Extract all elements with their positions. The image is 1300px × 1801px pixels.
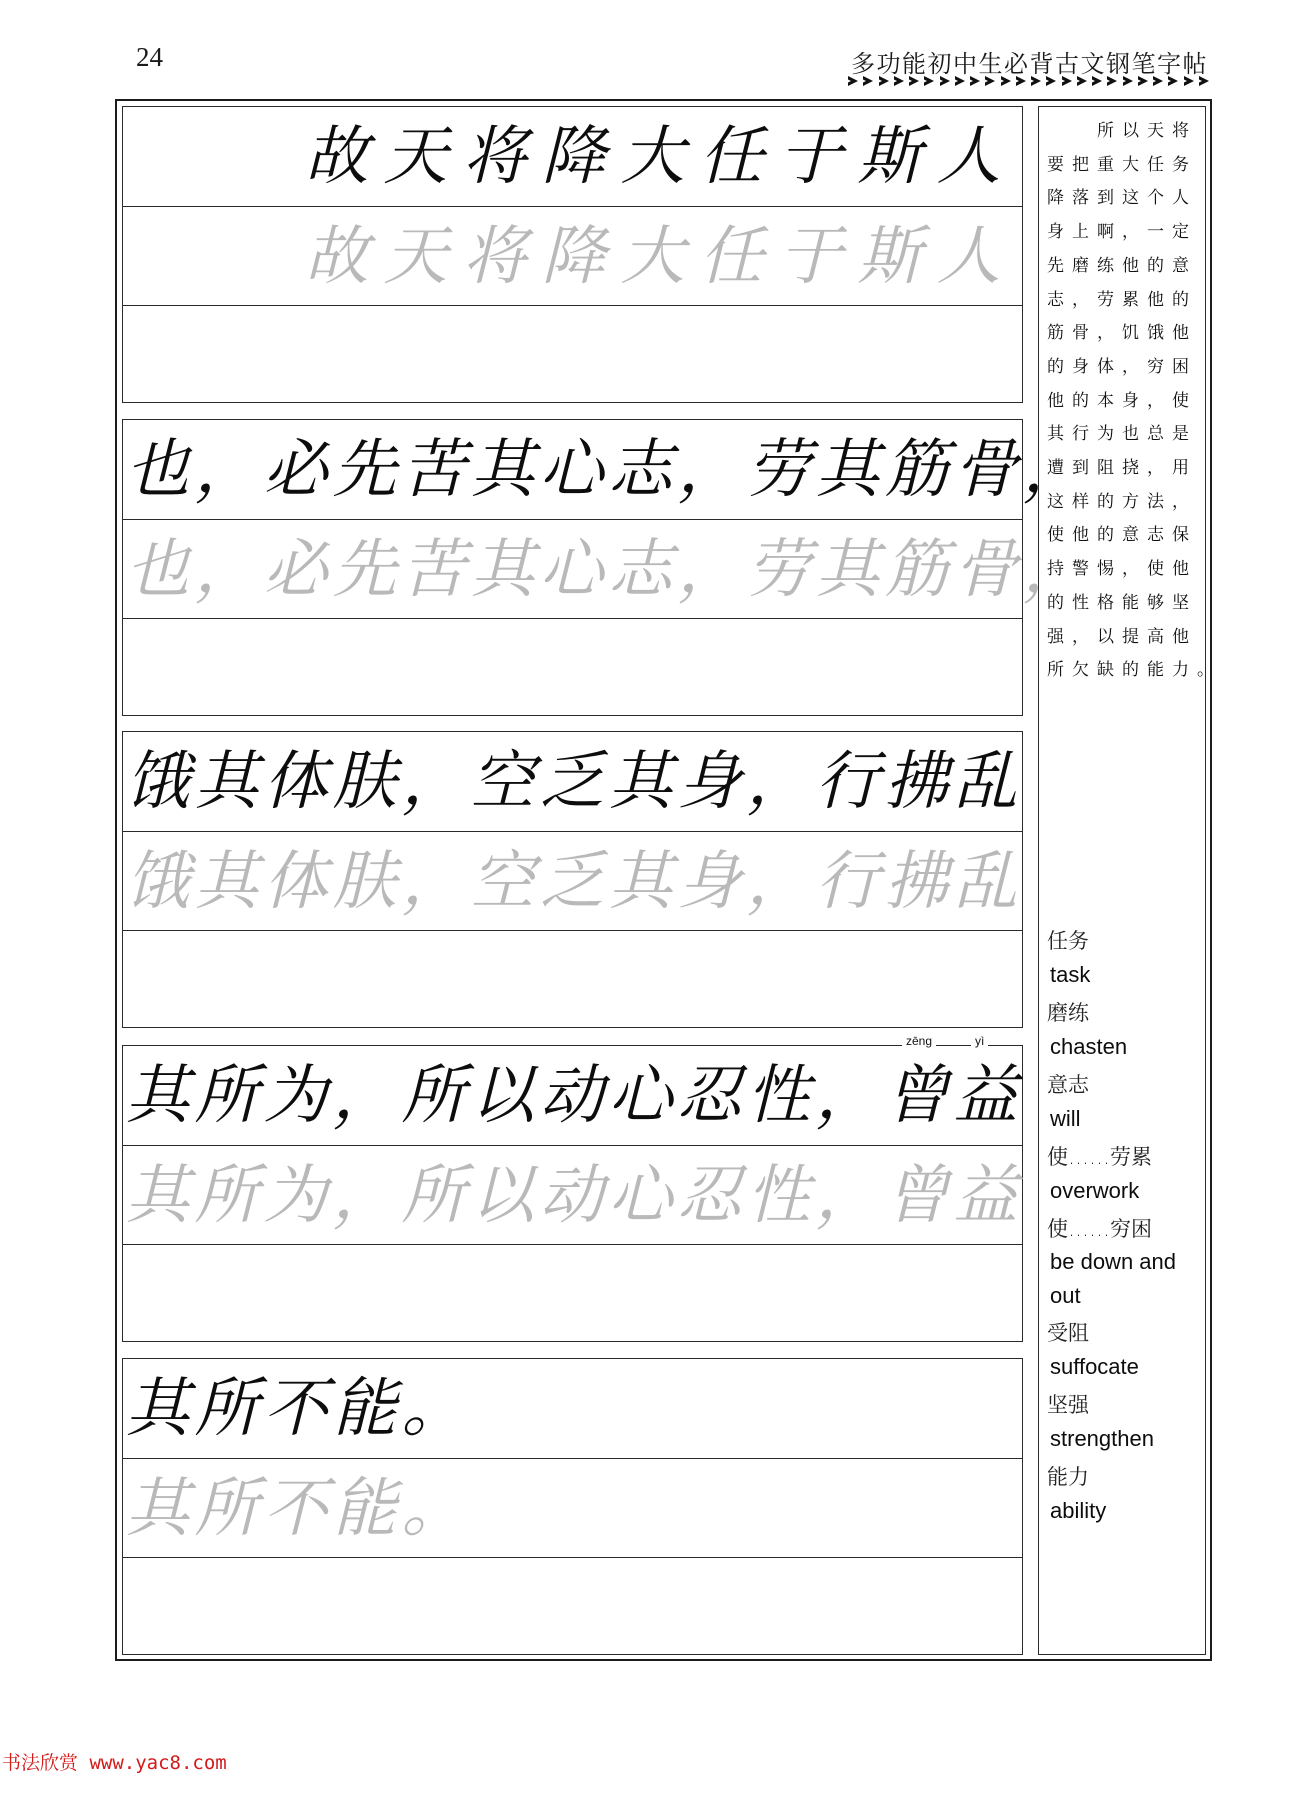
calligraphy-char: 先 — [332, 533, 397, 607]
chevron-right-icon — [1031, 76, 1042, 87]
trace-calligraphy — [123, 842, 1020, 922]
calligraphy-char: 其 — [815, 433, 880, 507]
translation-line: 遭到阻挠，用 — [1047, 458, 1197, 479]
calligraphy-char: 乱 — [953, 845, 1018, 919]
calligraphy-char: 也 — [125, 433, 190, 507]
calligraphy-char: 心 — [608, 1059, 673, 1133]
calligraphy-char: 其 — [470, 533, 535, 607]
calligraphy-char: 苦 — [401, 533, 466, 607]
calligraphy-char: 身 — [677, 745, 742, 819]
blank-writing-row[interactable] — [123, 930, 1022, 1029]
translation-line: 持警惕，使他 — [1047, 559, 1197, 580]
translation-line: 降落到这个人 — [1047, 188, 1197, 209]
chevron-right-icon — [1199, 76, 1210, 87]
calligraphy-char: 任 — [699, 120, 764, 194]
vocab-item — [1047, 1069, 1202, 1137]
practice-block — [122, 419, 1087, 716]
chevron-right-icon — [970, 76, 981, 87]
trace-row — [123, 519, 1087, 618]
calligraphy-char: 其 — [125, 1472, 190, 1546]
calligraphy-char: ， — [401, 845, 466, 919]
calligraphy-char: 曾 — [884, 1159, 949, 1233]
chevron-right-icon — [894, 76, 905, 87]
calligraphy-char: 志 — [608, 433, 673, 507]
calligraphy-char: 人 — [936, 120, 1001, 194]
calligraphy-char: 人 — [936, 220, 1001, 294]
calligraphy-char: 筋 — [884, 533, 949, 607]
vocabulary-list — [1047, 925, 1202, 1533]
translation-line: 其行为也总是 — [1047, 424, 1197, 445]
vocab-english: overwork — [1050, 1178, 1140, 1203]
page-number: 24 — [136, 42, 163, 72]
vocab-chinese: 任务 — [1047, 929, 1089, 953]
calligraphy-char: 所 — [194, 1372, 259, 1446]
vocab-chinese: 意志 — [1047, 1073, 1089, 1097]
calligraphy-char: ， — [815, 1159, 880, 1233]
calligraphy-char: 曾 — [884, 1059, 949, 1133]
calligraphy-char: 天 — [383, 220, 448, 294]
calligraphy-char: ， — [746, 845, 811, 919]
trace-calligraphy — [123, 530, 1089, 610]
calligraphy-char: 志 — [608, 533, 673, 607]
calligraphy-char: 其 — [608, 845, 673, 919]
trace-calligraphy — [123, 1469, 468, 1549]
vocab-english: chasten — [1050, 1034, 1128, 1059]
calligraphy-char: 体 — [263, 745, 328, 819]
calligraphy-char: 降 — [541, 120, 606, 194]
model-row — [123, 1034, 1022, 1144]
calligraphy-char: 故 — [304, 220, 369, 294]
calligraphy-char: 其 — [125, 1159, 190, 1233]
model-row — [123, 1359, 1022, 1457]
vocab-item — [1047, 997, 1202, 1065]
calligraphy-char: 能 — [332, 1372, 397, 1446]
calligraphy-char: 为 — [263, 1059, 328, 1133]
calligraphy-char: 肤 — [332, 845, 397, 919]
chevron-right-icon — [1138, 76, 1149, 87]
calligraphy-char: ， — [677, 433, 742, 507]
calligraphy-char: 性 — [746, 1059, 811, 1133]
calligraphy-char: 斯 — [857, 220, 922, 294]
calligraphy-char: 为 — [263, 1159, 328, 1233]
calligraphy-char: 乏 — [539, 745, 604, 819]
side-panel — [1038, 106, 1222, 1655]
calligraphy-char: 所 — [194, 1472, 259, 1546]
calligraphy-char: 于 — [778, 220, 843, 294]
calligraphy-char: 性 — [746, 1159, 811, 1233]
calligraphy-char: 所 — [401, 1159, 466, 1233]
calligraphy-char: 其 — [194, 845, 259, 919]
calligraphy-char: 益 — [953, 1159, 1018, 1233]
calligraphy-char: ， — [1022, 533, 1087, 607]
chevron-right-icon — [924, 76, 935, 87]
model-row — [123, 107, 1022, 205]
calligraphy-char: ， — [1022, 433, 1087, 507]
practice-block — [122, 106, 1023, 403]
chevron-right-icon — [1168, 76, 1179, 87]
blank-writing-row[interactable] — [123, 1244, 1022, 1343]
calligraphy-char: 其 — [470, 433, 535, 507]
chevron-right-icon — [1062, 76, 1073, 87]
model-row — [123, 732, 1022, 830]
translation-line: 所以天将 — [1047, 121, 1197, 141]
chevron-right-icon — [1153, 76, 1164, 87]
calligraphy-char: 动 — [539, 1059, 604, 1133]
model-row — [123, 420, 1087, 518]
calligraphy-char: ， — [332, 1059, 397, 1133]
vocab-chinese: 使……穷困 — [1047, 1217, 1152, 1241]
model-calligraphy — [123, 430, 1089, 510]
translation-line: 的身体，穷困 — [1047, 356, 1197, 377]
chevron-right-icon — [863, 76, 874, 87]
vocab-english: be down and out — [1050, 1249, 1176, 1308]
calligraphy-char: ， — [194, 533, 259, 607]
watermark: 书法欣赏 www.yac8.com — [2, 1752, 227, 1774]
calligraphy-char: 其 — [125, 1372, 190, 1446]
calligraphy-char: 动 — [539, 1159, 604, 1233]
calligraphy-char: ， — [815, 1059, 880, 1133]
chevron-right-icon — [848, 76, 859, 87]
calligraphy-char: 其 — [125, 1059, 190, 1133]
model-calligraphy — [123, 742, 1020, 822]
calligraphy-char: 故 — [304, 120, 369, 194]
calligraphy-char: 将 — [462, 220, 527, 294]
calligraphy-char: 劳 — [746, 433, 811, 507]
translation-line: 要把重大任务 — [1047, 154, 1197, 175]
calligraphy-char: 忍 — [677, 1059, 742, 1133]
calligraphy-char: 任 — [699, 220, 764, 294]
vocab-english: will — [1050, 1106, 1081, 1131]
calligraphy-char: ， — [401, 745, 466, 819]
translation-line: 使他的意志保 — [1047, 525, 1197, 546]
trace-row — [123, 1458, 1022, 1557]
calligraphy-char: 身 — [677, 845, 742, 919]
calligraphy-char: 不 — [263, 1472, 328, 1546]
chevron-right-icon — [1077, 76, 1088, 87]
calligraphy-char: 饿 — [125, 845, 190, 919]
calligraphy-char: 骨 — [953, 433, 1018, 507]
vocab-chinese: 使……劳累 — [1047, 1145, 1152, 1169]
calligraphy-char: ， — [677, 533, 742, 607]
chevron-right-icon — [1016, 76, 1027, 87]
calligraphy-char: 必 — [263, 433, 328, 507]
calligraphy-char: 心 — [539, 533, 604, 607]
vocab-chinese: 能力 — [1047, 1465, 1089, 1489]
calligraphy-char: 空 — [470, 745, 535, 819]
blank-writing-row[interactable] — [123, 618, 1022, 717]
calligraphy-char: 骨 — [953, 533, 1018, 607]
calligraphy-char: 必 — [263, 533, 328, 607]
calligraphy-char: 拂 — [884, 745, 949, 819]
chevron-right-icon — [1046, 76, 1057, 87]
calligraphy-char: 先 — [332, 433, 397, 507]
vocab-chinese: 磨练 — [1047, 1001, 1089, 1025]
chevron-right-icon — [1123, 76, 1134, 87]
vocab-english: task — [1050, 962, 1091, 987]
chevron-right-icon — [1184, 76, 1195, 87]
model-calligraphy — [123, 1369, 468, 1449]
vocab-item — [1047, 1141, 1202, 1209]
vocab-item — [1047, 1389, 1202, 1457]
calligraphy-char: 将 — [462, 120, 527, 194]
chevron-right-icon — [879, 76, 890, 87]
calligraphy-char: 能 — [332, 1472, 397, 1546]
calligraphy-char: 拂 — [884, 845, 949, 919]
chevron-right-icon — [1107, 76, 1118, 87]
calligraphy-char: 于 — [778, 120, 843, 194]
trace-calligraphy — [297, 217, 1008, 297]
calligraphy-char: 以 — [470, 1159, 535, 1233]
vocab-english: ability — [1050, 1498, 1107, 1523]
calligraphy-char: 乱 — [953, 745, 1018, 819]
calligraphy-char: 大 — [620, 120, 685, 194]
calligraphy-char: 不 — [263, 1372, 328, 1446]
calligraphy-char: 。 — [401, 1372, 466, 1446]
chevron-right-icon — [1001, 76, 1012, 87]
calligraphy-char: 忍 — [677, 1159, 742, 1233]
vocab-item — [1047, 1461, 1202, 1529]
vocab-chinese: 受阻 — [1047, 1321, 1089, 1345]
calligraphy-char: 所 — [194, 1159, 259, 1233]
translation-line: 所欠缺的能力。 — [1047, 660, 1222, 681]
calligraphy-char: 所 — [401, 1059, 466, 1133]
trace-calligraphy — [123, 1156, 1020, 1236]
trace-row — [123, 831, 1022, 930]
calligraphy-char: 筋 — [884, 433, 949, 507]
pinyin-annotation: yì — [971, 1034, 988, 1048]
calligraphy-char: 劳 — [746, 533, 811, 607]
vocab-chinese: 坚强 — [1047, 1393, 1089, 1417]
vocab-item — [1047, 1213, 1202, 1313]
calligraphy-char: 益 — [953, 1059, 1018, 1133]
blank-writing-row[interactable] — [123, 1557, 1022, 1656]
calligraphy-char: ， — [332, 1159, 397, 1233]
chevron-right-icon — [940, 76, 951, 87]
calligraphy-char: 天 — [383, 120, 448, 194]
calligraphy-char: 体 — [263, 845, 328, 919]
chevron-right-icon — [909, 76, 920, 87]
practice-block — [122, 1034, 1023, 1342]
calligraphy-char: 其 — [815, 533, 880, 607]
book-title: 多功能初中生必背古文钢笔字帖 — [851, 50, 1208, 78]
copybook-frame — [115, 99, 1222, 1661]
model-calligraphy — [297, 117, 1008, 197]
calligraphy-char: 行 — [815, 745, 880, 819]
calligraphy-char: 空 — [470, 845, 535, 919]
pinyin-annotation: zēng — [902, 1034, 936, 1048]
practice-block — [122, 731, 1023, 1028]
translation-line: 强，以提高他 — [1047, 626, 1197, 647]
chevron-right-icon — [955, 76, 966, 87]
vocab-item — [1047, 925, 1202, 993]
translation-line: 先磨练他的意 — [1047, 255, 1197, 276]
calligraphy-char: 苦 — [401, 433, 466, 507]
vocab-item — [1047, 1317, 1202, 1385]
calligraphy-char: 行 — [815, 845, 880, 919]
calligraphy-char: 其 — [194, 745, 259, 819]
calligraphy-char: 以 — [470, 1059, 535, 1133]
calligraphy-char: 降 — [541, 220, 606, 294]
calligraphy-char: 。 — [401, 1472, 466, 1546]
calligraphy-char: 心 — [539, 433, 604, 507]
translation-line: 这样的方法， — [1047, 491, 1197, 512]
translation-line: 他的本身，使 — [1047, 390, 1197, 411]
chevron-right-icon — [1092, 76, 1103, 87]
calligraphy-char: 乏 — [539, 845, 604, 919]
translation-line: 志，劳累他的 — [1047, 289, 1197, 310]
vocab-english: strengthen — [1050, 1426, 1154, 1451]
trace-row — [123, 206, 1022, 305]
translation-line: 身上啊，一定 — [1047, 222, 1197, 243]
calligraphy-char: 肤 — [332, 745, 397, 819]
translation-line: 筋骨，饥饿他 — [1047, 323, 1197, 344]
calligraphy-char: 饿 — [125, 745, 190, 819]
practice-block — [122, 1358, 1023, 1655]
calligraphy-char: ， — [746, 745, 811, 819]
calligraphy-char: 斯 — [857, 120, 922, 194]
chevron-right-icon — [985, 76, 996, 87]
calligraphy-char: ， — [194, 433, 259, 507]
calligraphy-char: 心 — [608, 1159, 673, 1233]
translation-text — [1047, 115, 1222, 688]
vocab-english: suffocate — [1050, 1354, 1139, 1379]
calligraphy-char: 大 — [620, 220, 685, 294]
blank-writing-row[interactable] — [123, 305, 1022, 404]
calligraphy-char: 其 — [608, 745, 673, 819]
calligraphy-char: 所 — [194, 1059, 259, 1133]
model-calligraphy — [123, 1056, 1020, 1136]
translation-line: 的性格能够坚 — [1047, 592, 1197, 613]
calligraphy-char: 也 — [125, 533, 190, 607]
chevron-divider — [848, 76, 1210, 88]
trace-row — [123, 1145, 1022, 1244]
